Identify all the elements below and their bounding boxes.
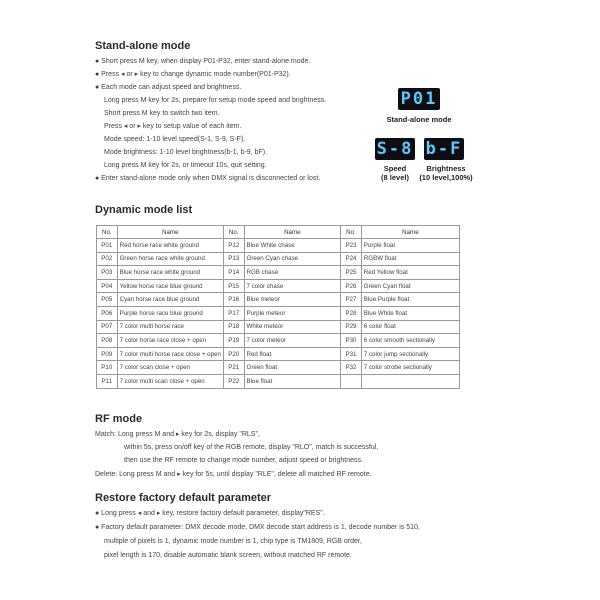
mode-number-cell: P06: [97, 306, 118, 320]
mode-name-cell: Purple meteor: [244, 306, 341, 320]
table-row: [97, 361, 460, 375]
mode-number-cell: P02: [97, 252, 118, 266]
mode-number-cell: P19: [223, 334, 244, 348]
mode-name-cell: Green float: [244, 361, 341, 375]
mode-number-cell: P31: [341, 347, 362, 361]
mode-number-cell: P15: [223, 279, 244, 293]
mode-name-cell: Yellow horse race blue ground: [117, 279, 223, 293]
mode-number-cell: P28: [341, 306, 362, 320]
display-mode: P01: [398, 88, 440, 110]
mode-name-cell: Purple float: [361, 239, 459, 253]
mode-name-cell: [361, 374, 459, 388]
mode-number-cell: P09: [97, 347, 118, 361]
standalone-line-4: Long press M key for 2s, prepare for setup mode speed and brightness.: [104, 97, 327, 104]
standalone-line-1: ● Short press M key, when display P01-P32, enter stand-alone mode.: [95, 58, 311, 65]
restore-line-1: ● Long press ◂ and ▸ key, restore factory default parameter, display"RES".: [95, 510, 325, 517]
mode-number-cell: P16: [223, 293, 244, 307]
rf-line-1: Match: Long press M and ▸ key for 2s, display "RLS",: [95, 431, 260, 438]
table-row: [97, 347, 460, 361]
standalone-title: Stand-alone mode: [95, 40, 191, 52]
mode-number-cell: P17: [223, 306, 244, 320]
table-row: [97, 266, 460, 280]
mode-name-cell: Blue float: [244, 374, 341, 388]
mode-name-cell: 7 color strobe sectionally: [361, 361, 459, 375]
mode-number-cell: P29: [341, 320, 362, 334]
mode-name-cell: 7 color meteor: [244, 334, 341, 348]
mode-name-cell: Blue Purple float: [361, 293, 459, 307]
mode-number-cell: P01: [97, 239, 118, 253]
rf-line-4: Delete: Long press M and ▸ key for 5s, until display "RLE", delete all matched RF remote.: [95, 471, 372, 478]
standalone-line-5: Short press M key to switch two item.: [104, 110, 220, 117]
mode-name-cell: Red float: [244, 347, 341, 361]
mode-number-cell: P08: [97, 334, 118, 348]
mode-number-cell: P03: [97, 266, 118, 280]
mode-number-cell: P13: [223, 252, 244, 266]
mode-name-cell: Green Cyan float: [361, 279, 459, 293]
mode-name-cell: RGBW float: [361, 252, 459, 266]
mode-number-cell: P23: [341, 239, 362, 253]
dynamic-title: Dynamic mode list: [95, 204, 193, 216]
mode-name-cell: 7 color multi scan close + open: [117, 374, 223, 388]
restore-line-3: multiple of pixels is 1, dynamic mode number is 1, chip type is TM1809, RGB order,: [104, 538, 362, 545]
table-row: [97, 279, 460, 293]
mode-number-cell: P30: [341, 334, 362, 348]
mode-number-cell: P07: [97, 320, 118, 334]
mode-number-cell: P32: [341, 361, 362, 375]
mode-name-cell: RGB chase: [244, 266, 341, 280]
mode-number-cell: P11: [97, 374, 118, 388]
header-name: Name: [117, 226, 223, 239]
mode-name-cell: 7 color chase: [244, 279, 341, 293]
mode-number-cell: P14: [223, 266, 244, 280]
mode-name-cell: Blue White chase: [244, 239, 341, 253]
mode-name-cell: 7 color multi horse race close + open: [117, 347, 223, 361]
mode-name-cell: 7 color jump sectionally: [361, 347, 459, 361]
mode-number-cell: P20: [223, 347, 244, 361]
table-row: [97, 239, 460, 253]
display-speed: S-8: [376, 139, 414, 159]
rf-title: RF mode: [95, 413, 143, 425]
mode-number-cell: P27: [341, 293, 362, 307]
display-mode-label: Stand-alone mode: [386, 115, 452, 124]
mode-number-cell: P24: [341, 252, 362, 266]
mode-number-cell: P12: [223, 239, 244, 253]
display-brightness: b-F: [425, 139, 463, 159]
restore-title: Restore factory default parameter: [95, 492, 272, 504]
mode-name-cell: Cyan horse race blue ground: [117, 293, 223, 307]
mode-number-cell: P26: [341, 279, 362, 293]
header-name: Name: [361, 226, 459, 239]
header-no: No.: [341, 226, 362, 239]
header-no: No.: [223, 226, 244, 239]
standalone-line-6: Press ◂ or ▸ key to setup value of each item.: [104, 123, 242, 130]
rf-line-2: within 5s, press on/off key of the RGB remote, display "RLO", match is successful,: [124, 444, 379, 451]
brightness-sub: (10 level,100%): [419, 173, 473, 182]
standalone-line-9: Long press M key for 2s, or timeout 10s, quit setting.: [104, 162, 267, 169]
mode-name-cell: 7 color horse race close + open: [117, 334, 223, 348]
mode-name-cell: 6 color smooth sectionally: [361, 334, 459, 348]
header-no: No.: [97, 226, 118, 239]
speed-sub: (8 level): [381, 173, 409, 182]
mode-name-cell: Green Cyan chase: [244, 252, 341, 266]
mode-name-cell: Blue horse race white ground: [117, 266, 223, 280]
table-row: [97, 306, 460, 320]
mode-name-cell: Red Yellow float: [361, 266, 459, 280]
standalone-line-10: ● Enter stand-alone mode only when DMX signal is disconnected or lost.: [95, 175, 321, 182]
standalone-line-3: ● Each mode can adjust speed and brightness.: [95, 84, 242, 91]
mode-number-cell: P10: [97, 361, 118, 375]
table-row: [97, 320, 460, 334]
mode-name-cell: Green horse race white ground: [117, 252, 223, 266]
standalone-line-8: Mode brightness: 1-10 level brightness(b-1, b-9, bF).: [104, 149, 268, 156]
mode-number-cell: P22: [223, 374, 244, 388]
table-row: [97, 334, 460, 348]
mode-number-cell: P25: [341, 266, 362, 280]
mode-number-cell: P21: [223, 361, 244, 375]
table-row: [97, 374, 460, 388]
mode-name-cell: Purple horse race blue ground: [117, 306, 223, 320]
standalone-line-2: ● Press ◂ or ▸ key to change dynamic mode number(P01-P32).: [95, 71, 291, 78]
mode-number-cell: P18: [223, 320, 244, 334]
mode-number-cell: P05: [97, 293, 118, 307]
mode-name-cell: White meteor: [244, 320, 341, 334]
header-name: Name: [244, 226, 341, 239]
rf-line-3: then use the RF remote to change mode number, adjust speed or brightness.: [124, 457, 363, 464]
mode-name-cell: Blue meteor: [244, 293, 341, 307]
mode-name-cell: Red horse race white ground: [117, 239, 223, 253]
mode-name-cell: 6 color float: [361, 320, 459, 334]
table-row: [97, 293, 460, 307]
mode-number-cell: [341, 374, 362, 388]
mode-number-cell: P04: [97, 279, 118, 293]
restore-line-4: pixel length is 170, disable automatic blank screen, without matched RF remote.: [104, 552, 352, 559]
standalone-line-7: Mode speed: 1-10 level speed(S-1, S-9, S-F).: [104, 136, 246, 143]
mode-table: [96, 225, 460, 389]
mode-name-cell: 7 color multi horse race: [117, 320, 223, 334]
mode-name-cell: Blue White float: [361, 306, 459, 320]
mode-name-cell: 7 color scan close + open: [117, 361, 223, 375]
speed-label: Speed: [383, 164, 407, 173]
restore-line-2: ● Factory default parameter: DMX decode mode, DMX decode start address is 1, decode number is 510,: [95, 524, 420, 531]
brightness-label: Brightness: [426, 164, 466, 173]
table-header-row: [97, 226, 460, 239]
table-row: [97, 252, 460, 266]
